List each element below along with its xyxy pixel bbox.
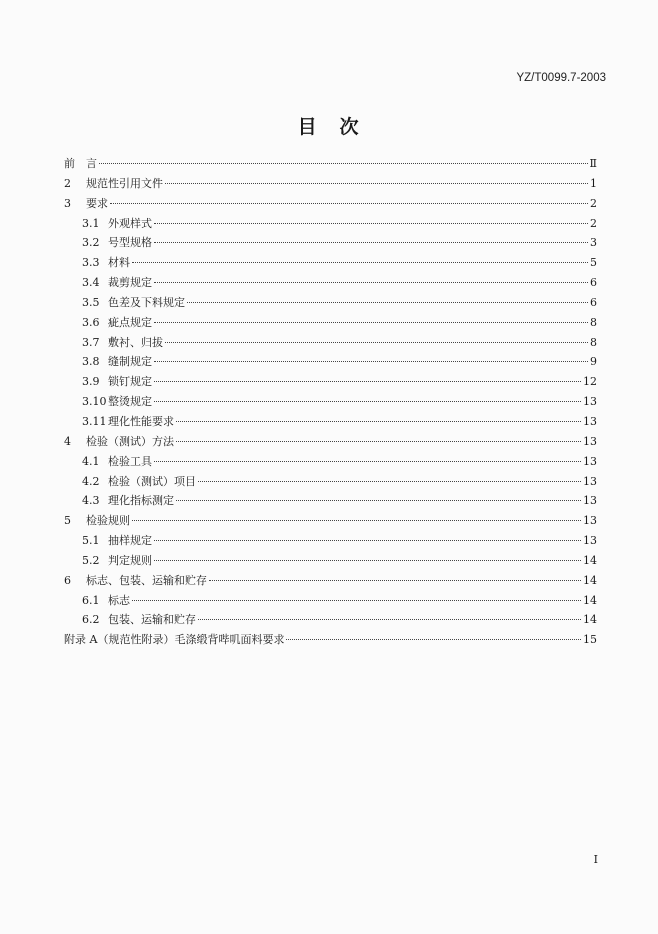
toc-entry-page: 8 [590, 315, 597, 329]
toc-entry[interactable] [64, 433, 597, 453]
toc-entry-page: 14 [583, 613, 597, 627]
toc-entry-number: 3 [64, 196, 71, 210]
toc-entry[interactable] [64, 492, 597, 512]
toc-entry-label: 检验（测试）项目 [108, 474, 196, 488]
toc-entry[interactable] [64, 393, 597, 413]
toc-entry[interactable] [64, 552, 597, 572]
toc-entry-label: 裁剪规定 [108, 276, 152, 290]
toc-entry-page: 2 [590, 216, 597, 230]
toc-leader-dots [154, 540, 581, 541]
toc-entry-label: 检验（测试）方法 [86, 434, 174, 448]
toc-entry-page: 13 [583, 534, 597, 548]
toc-entry-page: 14 [583, 593, 597, 607]
toc-entry-label: 标志、包装、运输和贮存 [86, 573, 207, 587]
toc-leader-dots [165, 342, 588, 343]
toc-leader-dots [132, 262, 588, 263]
toc-entry-label: 检验工具 [108, 454, 152, 468]
toc-entry-label: 包装、运输和贮存 [108, 613, 196, 627]
toc-entry[interactable] [64, 532, 597, 552]
toc-entry-page: 13 [583, 434, 597, 448]
toc-entry-label: 规范性引用文件 [86, 176, 163, 190]
toc-entry-label: 附录 A（规范性附录）毛涤缎背哔叽面料要求 [64, 633, 285, 647]
toc-leader-dots [187, 302, 588, 303]
toc-entry-number: 3.1 [82, 216, 100, 230]
toc-entry-number: 4.2 [82, 474, 100, 488]
toc-leader-dots [154, 322, 588, 323]
toc-entry[interactable] [64, 254, 597, 274]
toc-entry-label: 色差及下料规定 [108, 295, 185, 309]
table-of-contents [64, 155, 597, 651]
toc-leader-dots [99, 163, 588, 164]
toc-entry-label: 抽样规定 [108, 534, 152, 548]
toc-entry[interactable] [64, 592, 597, 612]
toc-entry-page: 14 [583, 553, 597, 567]
toc-entry-number: 5.2 [82, 553, 100, 567]
toc-entry-page: 8 [590, 335, 597, 349]
toc-entry-page: 9 [590, 355, 597, 369]
toc-entry-label: 疵点规定 [108, 315, 152, 329]
toc-entry-page: 13 [583, 494, 597, 508]
toc-entry-page: 3 [590, 236, 597, 250]
toc-leader-dots [176, 500, 581, 501]
toc-entry-number: 3.9 [82, 375, 100, 389]
toc-entry-label: 敷衬、归拔 [108, 335, 163, 349]
toc-entry-page: 14 [583, 573, 597, 587]
toc-leader-dots [176, 441, 581, 442]
page-number: I [593, 853, 598, 866]
toc-leader-dots [154, 361, 588, 362]
toc-entry-label: 理化指标测定 [108, 494, 174, 508]
toc-entry-number: 3.10 [82, 395, 107, 409]
toc-leader-dots [154, 223, 588, 224]
toc-entry-page: 12 [583, 375, 597, 389]
toc-entry[interactable] [64, 175, 597, 195]
toc-entry-number: 3.4 [82, 276, 100, 290]
toc-leader-dots [154, 381, 581, 382]
toc-entry[interactable] [64, 334, 597, 354]
toc-entry-number: 4 [64, 434, 71, 448]
toc-entry-number: 4.3 [82, 494, 100, 508]
toc-entry[interactable] [64, 234, 597, 254]
toc-entry-number: 3.8 [82, 355, 100, 369]
toc-entry[interactable] [64, 453, 597, 473]
toc-entry-number: 5.1 [82, 534, 100, 548]
toc-entry-page: 13 [583, 454, 597, 468]
toc-entry[interactable] [64, 413, 597, 433]
toc-entry-page: 15 [583, 633, 597, 647]
toc-entry-number: 3.5 [82, 295, 100, 309]
toc-entry-page: 13 [583, 414, 597, 428]
toc-entry[interactable] [64, 572, 597, 592]
toc-leader-dots [286, 639, 581, 640]
page-title: 目 次 [297, 116, 361, 138]
toc-entry-label: 外观样式 [108, 216, 152, 230]
toc-entry-number: 3.2 [82, 236, 100, 250]
toc-entry-number: 3.11 [82, 414, 107, 428]
toc-leader-dots [132, 520, 581, 521]
toc-entry-page: 13 [583, 474, 597, 488]
toc-entry-label: 理化性能要求 [108, 414, 174, 428]
toc-entry-number: 4.1 [82, 454, 100, 468]
toc-leader-dots [154, 401, 581, 402]
toc-entry[interactable] [64, 195, 597, 215]
toc-entry-number: 3.6 [82, 315, 100, 329]
toc-leader-dots [154, 282, 588, 283]
toc-entry-label: 要求 [86, 196, 108, 210]
toc-entry[interactable] [64, 294, 597, 314]
toc-leader-dots [132, 600, 581, 601]
toc-entry[interactable] [64, 373, 597, 393]
toc-entry-label: 号型规格 [108, 236, 152, 250]
toc-entry[interactable] [64, 274, 597, 294]
toc-leader-dots [110, 203, 588, 204]
toc-entry[interactable] [64, 512, 597, 532]
toc-entry[interactable] [64, 353, 597, 373]
toc-entry-number: 3.3 [82, 256, 100, 270]
toc-leader-dots [154, 242, 588, 243]
toc-entry-page: 1 [590, 176, 597, 190]
toc-entry-number: 5 [64, 514, 71, 528]
toc-entry-page: 13 [583, 514, 597, 528]
toc-leader-dots [209, 580, 581, 581]
toc-entry-label: 前 言 [64, 157, 97, 170]
toc-leader-dots [176, 421, 581, 422]
toc-entry-number: 2 [64, 176, 71, 190]
toc-entry-label: 材料 [108, 256, 130, 270]
toc-entry-number: 3.7 [82, 335, 100, 349]
toc-entry-label: 缝制规定 [108, 355, 152, 369]
toc-entry-page: 6 [590, 295, 597, 309]
toc-leader-dots [154, 560, 581, 561]
toc-entry-label: 锁钉规定 [108, 375, 152, 389]
toc-entry-label: 判定规则 [108, 553, 152, 567]
toc-leader-dots [165, 183, 588, 184]
toc-entry-page: 13 [583, 395, 597, 409]
toc-entry-page: 5 [590, 256, 597, 270]
toc-leader-dots [198, 481, 581, 482]
toc-entry-label: 整烫规定 [108, 395, 152, 409]
toc-entry[interactable] [64, 631, 597, 651]
toc-leader-dots [154, 461, 581, 462]
toc-entry-number: 6.1 [82, 593, 100, 607]
toc-entry[interactable] [64, 215, 597, 235]
toc-entry[interactable] [64, 314, 597, 334]
toc-entry-number: 6 [64, 573, 71, 587]
toc-entry[interactable] [64, 611, 597, 631]
toc-entry-label: 标志 [108, 593, 130, 607]
toc-entry-page: 2 [590, 196, 597, 210]
document-code: YZ/T0099.7-2003 [516, 72, 606, 84]
toc-entry[interactable] [64, 155, 597, 175]
toc-entry-page: Ⅱ [589, 157, 597, 170]
toc-entry-page: 6 [590, 276, 597, 290]
toc-leader-dots [198, 619, 581, 620]
toc-entry-number: 6.2 [82, 613, 100, 627]
toc-entry[interactable] [64, 473, 597, 493]
toc-entry-label: 检验规则 [86, 514, 130, 528]
